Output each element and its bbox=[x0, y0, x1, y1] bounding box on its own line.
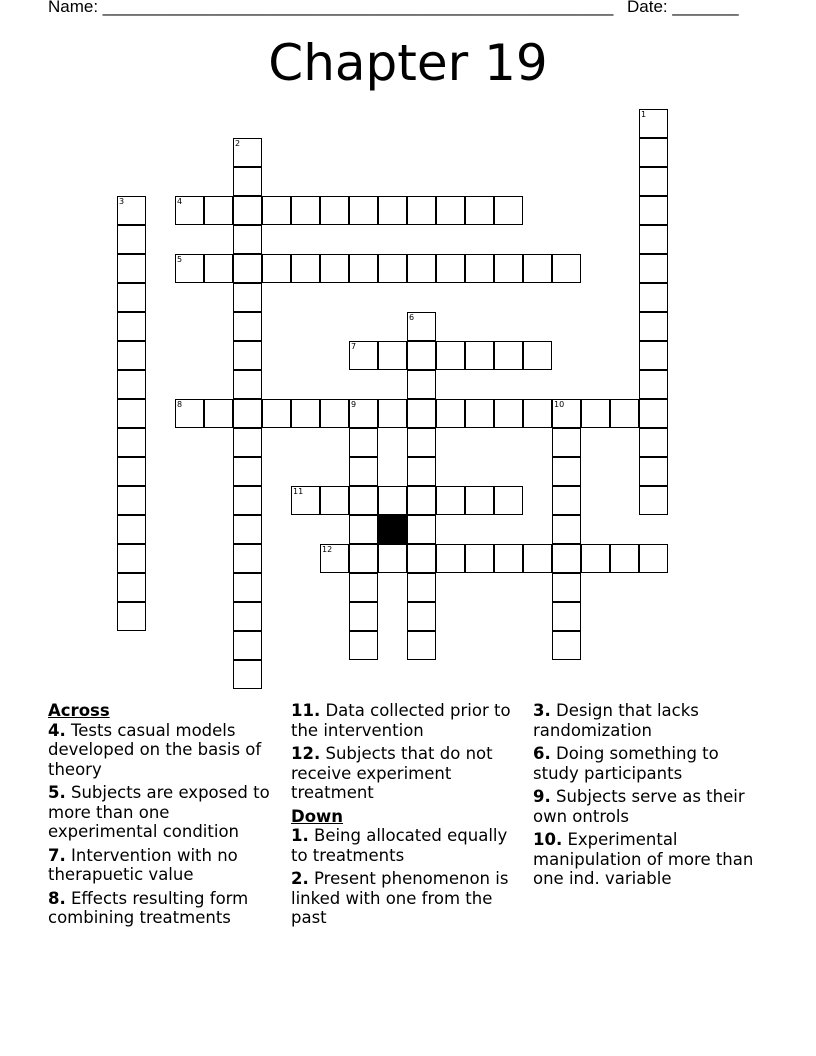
grid-cell[interactable] bbox=[233, 602, 262, 631]
grid-cell[interactable] bbox=[117, 370, 146, 399]
grid-cell[interactable] bbox=[233, 341, 262, 370]
grid-cell[interactable] bbox=[233, 486, 262, 515]
cell-number: 10 bbox=[554, 400, 565, 409]
grid-cell[interactable] bbox=[494, 544, 523, 573]
grid-cell[interactable] bbox=[349, 196, 378, 225]
grid-cell[interactable] bbox=[494, 196, 523, 225]
grid-cell[interactable] bbox=[117, 312, 146, 341]
grid-cell[interactable] bbox=[639, 428, 668, 457]
grid-cell[interactable] bbox=[552, 631, 581, 660]
grid-cell[interactable] bbox=[349, 341, 378, 370]
grid-cell[interactable] bbox=[378, 399, 407, 428]
clue-text: Subjects are exposed to more than one experimental condition bbox=[48, 783, 270, 841]
clue-text: Design that lacks randomization bbox=[533, 701, 699, 740]
grid-cell[interactable] bbox=[349, 399, 378, 428]
down-heading: Down bbox=[291, 806, 344, 826]
grid-cell[interactable] bbox=[552, 544, 581, 573]
cell-number: 9 bbox=[351, 400, 357, 409]
grid-cell[interactable] bbox=[117, 486, 146, 515]
cell-number: 11 bbox=[293, 487, 304, 496]
grid-cell[interactable] bbox=[639, 109, 668, 138]
grid-cell[interactable] bbox=[639, 544, 668, 573]
grid-cell[interactable] bbox=[349, 457, 378, 486]
grid-cell[interactable] bbox=[407, 254, 436, 283]
clue-number: 8. bbox=[48, 888, 66, 908]
grid-cell[interactable] bbox=[407, 573, 436, 602]
grid-cell[interactable] bbox=[349, 428, 378, 457]
grid-cell[interactable] bbox=[465, 486, 494, 515]
grid-cell[interactable] bbox=[117, 341, 146, 370]
grid-cell[interactable] bbox=[233, 428, 262, 457]
clue-number: 11. bbox=[291, 701, 321, 720]
grid-cell[interactable] bbox=[117, 515, 146, 544]
clue-item bbox=[533, 744, 767, 783]
grid-cell[interactable] bbox=[552, 428, 581, 457]
grid-cell[interactable] bbox=[378, 544, 407, 573]
grid-cell[interactable] bbox=[639, 138, 668, 167]
grid-cell[interactable] bbox=[407, 457, 436, 486]
grid-cell[interactable] bbox=[117, 428, 146, 457]
clue-text: Subjects that do not receive experiment treatment bbox=[291, 744, 493, 802]
grid-cell[interactable] bbox=[639, 283, 668, 312]
grid-cell[interactable] bbox=[349, 544, 378, 573]
grid-cell[interactable] bbox=[581, 544, 610, 573]
cell-number: 5 bbox=[177, 255, 183, 264]
grid-cell[interactable] bbox=[465, 254, 494, 283]
grid-cell[interactable] bbox=[262, 399, 291, 428]
clue-item bbox=[48, 889, 282, 928]
clue-column-3 bbox=[533, 701, 767, 893]
grid-cell[interactable] bbox=[117, 196, 146, 225]
grid-cell[interactable] bbox=[233, 370, 262, 399]
clue-text: Doing something to study participants bbox=[533, 744, 719, 783]
grid-cell[interactable] bbox=[378, 196, 407, 225]
clue-number: 9. bbox=[533, 787, 551, 806]
grid-cell[interactable] bbox=[639, 457, 668, 486]
clue-text: Subjects serve as their own ontrols bbox=[533, 787, 745, 826]
clue-item bbox=[48, 783, 282, 842]
grid-cell[interactable] bbox=[233, 254, 262, 283]
grid-cell[interactable] bbox=[349, 515, 378, 544]
grid-cell[interactable] bbox=[233, 573, 262, 602]
cell-number: 12 bbox=[322, 545, 333, 554]
grid-cell[interactable] bbox=[436, 341, 465, 370]
grid-cell[interactable] bbox=[233, 283, 262, 312]
grid-cell[interactable] bbox=[117, 399, 146, 428]
grid-cell[interactable] bbox=[291, 486, 320, 515]
grid-cell[interactable] bbox=[175, 254, 204, 283]
grid-cell[interactable] bbox=[117, 254, 146, 283]
grid-cell[interactable] bbox=[610, 399, 639, 428]
page-title: Chapter 19 bbox=[268, 34, 548, 92]
grid-cell[interactable] bbox=[117, 283, 146, 312]
grid-cell[interactable] bbox=[291, 254, 320, 283]
grid-cell[interactable] bbox=[117, 544, 146, 573]
grid-cell[interactable] bbox=[233, 167, 262, 196]
clue-text: Being allocated equally to treatments bbox=[291, 826, 508, 865]
clue-item bbox=[533, 701, 767, 740]
grid-cell[interactable] bbox=[204, 399, 233, 428]
grid-cell[interactable] bbox=[639, 341, 668, 370]
grid-cell[interactable] bbox=[407, 544, 436, 573]
grid-cell[interactable] bbox=[639, 399, 668, 428]
grid-cell[interactable] bbox=[233, 631, 262, 660]
grid-cell[interactable] bbox=[465, 341, 494, 370]
grid-cell[interactable] bbox=[291, 196, 320, 225]
grid-cell[interactable] bbox=[117, 602, 146, 631]
grid-cell[interactable] bbox=[407, 370, 436, 399]
grid-cell[interactable] bbox=[552, 399, 581, 428]
cell-number: 8 bbox=[177, 400, 183, 409]
grid-cell[interactable] bbox=[320, 399, 349, 428]
grid-cell[interactable] bbox=[175, 399, 204, 428]
grid-cell[interactable] bbox=[465, 544, 494, 573]
grid-cell[interactable] bbox=[552, 254, 581, 283]
clue-text: Experimental manipulation of more than one ind. variable bbox=[533, 830, 754, 888]
grid-cell[interactable] bbox=[523, 254, 552, 283]
clue-number: 4. bbox=[48, 720, 66, 740]
cell-number: 1 bbox=[641, 110, 647, 119]
grid-cell[interactable] bbox=[407, 196, 436, 225]
grid-cell[interactable] bbox=[552, 573, 581, 602]
cell-number: 4 bbox=[177, 197, 183, 206]
clue-number: 12. bbox=[291, 744, 321, 763]
clue-item bbox=[533, 830, 767, 889]
clue-item bbox=[48, 846, 282, 885]
grid-cell[interactable] bbox=[494, 486, 523, 515]
clue-number: 3. bbox=[533, 701, 551, 720]
grid-cell[interactable] bbox=[378, 341, 407, 370]
clue-item bbox=[48, 721, 282, 780]
grid-cell[interactable] bbox=[639, 254, 668, 283]
grid-cell[interactable] bbox=[639, 167, 668, 196]
grid-cell[interactable] bbox=[436, 254, 465, 283]
grid-cell[interactable] bbox=[407, 312, 436, 341]
grid-cell[interactable] bbox=[233, 544, 262, 573]
clue-text: Intervention with no therapuetic value bbox=[48, 845, 238, 884]
clue-text: Tests casual models developed on the basis of theory bbox=[48, 720, 262, 779]
grid-cell[interactable] bbox=[291, 399, 320, 428]
grid-cell[interactable] bbox=[349, 573, 378, 602]
grid-cell[interactable] bbox=[233, 399, 262, 428]
black-square bbox=[378, 515, 407, 544]
grid-cell[interactable] bbox=[262, 196, 291, 225]
clue-item bbox=[291, 869, 525, 928]
clue-number: 7. bbox=[48, 845, 66, 865]
clue-text: Present phenomenon is linked with one from the past bbox=[291, 869, 509, 927]
cell-number: 3 bbox=[119, 197, 125, 206]
grid-cell[interactable] bbox=[465, 399, 494, 428]
grid-cell[interactable] bbox=[552, 515, 581, 544]
clue-number: 6. bbox=[533, 744, 551, 763]
grid-cell[interactable] bbox=[233, 457, 262, 486]
grid-cell[interactable] bbox=[407, 602, 436, 631]
grid-cell[interactable] bbox=[349, 602, 378, 631]
clue-item bbox=[291, 826, 525, 865]
grid-cell[interactable] bbox=[407, 486, 436, 515]
grid-cell[interactable] bbox=[233, 138, 262, 167]
grid-cell[interactable] bbox=[349, 254, 378, 283]
grid-cell[interactable] bbox=[233, 515, 262, 544]
clue-number: 2. bbox=[291, 869, 309, 888]
grid-cell[interactable] bbox=[117, 573, 146, 602]
grid-cell[interactable] bbox=[639, 196, 668, 225]
grid-cell[interactable] bbox=[494, 254, 523, 283]
grid-cell[interactable] bbox=[552, 457, 581, 486]
grid-cell[interactable] bbox=[407, 428, 436, 457]
grid-cell[interactable] bbox=[581, 399, 610, 428]
grid-cell[interactable] bbox=[552, 602, 581, 631]
grid-cell[interactable] bbox=[349, 631, 378, 660]
grid-cell[interactable] bbox=[320, 486, 349, 515]
grid-cell[interactable] bbox=[262, 254, 291, 283]
clue-number: 1. bbox=[291, 826, 309, 845]
grid-cell[interactable] bbox=[117, 225, 146, 254]
clue-item bbox=[291, 701, 525, 740]
grid-cell[interactable] bbox=[233, 196, 262, 225]
grid-cell[interactable] bbox=[204, 254, 233, 283]
clue-number: 10. bbox=[533, 830, 563, 849]
grid-cell[interactable] bbox=[320, 254, 349, 283]
cell-number: 2 bbox=[235, 139, 241, 148]
grid-cell[interactable] bbox=[523, 341, 552, 370]
grid-cell[interactable] bbox=[639, 225, 668, 254]
grid-cell[interactable] bbox=[378, 254, 407, 283]
grid-cell[interactable] bbox=[639, 370, 668, 399]
cell-number: 7 bbox=[351, 342, 357, 351]
grid-cell[interactable] bbox=[233, 312, 262, 341]
grid-cell[interactable] bbox=[320, 196, 349, 225]
date-field-label[interactable]: Date: _______ bbox=[627, 0, 739, 16]
clue-number: 5. bbox=[48, 783, 66, 802]
grid-cell[interactable] bbox=[465, 196, 494, 225]
clue-column-1 bbox=[48, 701, 282, 932]
grid-cell[interactable] bbox=[552, 486, 581, 515]
grid-cell[interactable] bbox=[204, 196, 233, 225]
grid-cell[interactable] bbox=[639, 312, 668, 341]
grid-cell[interactable] bbox=[436, 486, 465, 515]
grid-cell[interactable] bbox=[233, 225, 262, 254]
clue-text: Effects resulting form combining treatments bbox=[48, 888, 249, 927]
grid-cell[interactable] bbox=[378, 486, 407, 515]
grid-cell[interactable] bbox=[233, 660, 262, 689]
clue-text: Data collected prior to the intervention bbox=[291, 701, 511, 740]
grid-cell[interactable] bbox=[407, 399, 436, 428]
grid-cell[interactable] bbox=[494, 399, 523, 428]
grid-cell[interactable] bbox=[320, 544, 349, 573]
name-field-label[interactable]: Name: ______________________________________________________ bbox=[48, 0, 614, 16]
grid-cell[interactable] bbox=[407, 631, 436, 660]
grid-cell[interactable] bbox=[436, 544, 465, 573]
grid-cell[interactable] bbox=[610, 544, 639, 573]
grid-cell[interactable] bbox=[407, 515, 436, 544]
grid-cell[interactable] bbox=[175, 196, 204, 225]
grid-cell[interactable] bbox=[494, 341, 523, 370]
cell-number: 6 bbox=[409, 313, 415, 322]
grid-cell[interactable] bbox=[436, 399, 465, 428]
grid-cell[interactable] bbox=[639, 486, 668, 515]
clue-item bbox=[533, 787, 767, 826]
grid-cell[interactable] bbox=[407, 341, 436, 370]
across-heading: Across bbox=[48, 701, 110, 720]
grid-cell[interactable] bbox=[117, 457, 146, 486]
clue-item bbox=[291, 744, 525, 803]
clue-column-2 bbox=[291, 701, 525, 932]
grid-cell[interactable] bbox=[523, 399, 552, 428]
grid-cell[interactable] bbox=[349, 486, 378, 515]
grid-cell[interactable] bbox=[436, 196, 465, 225]
grid-cell[interactable] bbox=[523, 544, 552, 573]
